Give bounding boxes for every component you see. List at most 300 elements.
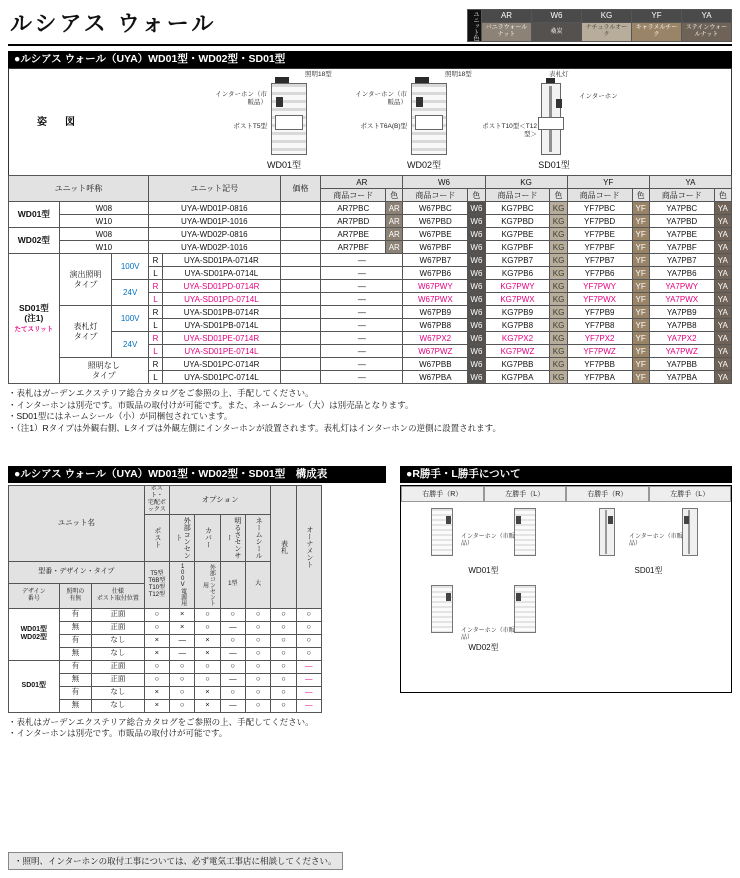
product-table-cell: YF7PB8: [567, 319, 632, 332]
sd01-pillar-illustration: [541, 83, 561, 155]
note-line: ・インターホンは別売です。市販品の取付けが可能です。: [8, 728, 228, 739]
product-table-cell: —: [321, 254, 403, 267]
pillar-icon: [431, 585, 453, 633]
product-table-cell: KG7PX2: [485, 332, 550, 345]
product-table-cell: 商品コード: [403, 189, 468, 202]
composition-table-cell: 有: [59, 660, 91, 673]
product-table-row: [9, 241, 732, 254]
composition-table-cell: ○: [195, 621, 220, 634]
product-table-cell: 商品コード: [485, 189, 550, 202]
color-cell-KG: KG: [550, 215, 567, 228]
product-table-cell: AR7PBC: [321, 202, 386, 215]
composition-table-cell: —: [296, 699, 321, 712]
composition-table-cell: ○: [271, 686, 296, 699]
composition-table-cell: —: [220, 647, 245, 660]
product-table-cell: 色: [714, 189, 731, 202]
color-cell-YF: YF: [632, 280, 649, 293]
color-cell-YF: YF: [632, 332, 649, 345]
composition-table-cell: ○: [170, 686, 195, 699]
product-table-cell: AR7PBE: [321, 228, 386, 241]
pillar-icon: [599, 508, 615, 556]
product-table-cell: UYA-WD02P-1016: [148, 241, 280, 254]
color-cell-KG: KG: [550, 358, 567, 371]
product-table-cell: W67PBF: [403, 241, 468, 254]
composition-table-cell: ○: [245, 660, 270, 673]
product-table-cell: R: [148, 306, 162, 319]
product-table-cell: ユニット呼称: [9, 176, 149, 202]
product-table-cell: W67PBB: [403, 358, 468, 371]
rl-grid: [401, 486, 731, 656]
color-cell-KG: KG: [550, 371, 567, 384]
composition-table-cell: ×: [144, 686, 169, 699]
product-table-cell: KG7PB8: [485, 319, 550, 332]
rl-callout-intercom: インターホン（市販品）: [461, 628, 515, 642]
color-cell-YA: YA: [714, 358, 731, 371]
composition-table-cell: ○: [271, 621, 296, 634]
product-table-cell: UYA-WD01P-0816: [148, 202, 280, 215]
product-table-cell: UYA-SD01PC-0714R: [163, 358, 281, 371]
composition-table-cell: ○: [296, 647, 321, 660]
product-table-cell: [280, 254, 321, 267]
product-table-cell: 演出照明 タイプ: [59, 254, 112, 306]
color-cell-YF: YF: [632, 358, 649, 371]
color-swatch-grid: [481, 10, 731, 41]
product-table-cell: WD02型: [9, 228, 60, 254]
composition-table-cell: 有: [59, 634, 91, 647]
composition-table-cell: 無: [59, 621, 91, 634]
composition-table-cell: ○: [195, 608, 220, 621]
composition-table-cell: ×: [144, 634, 169, 647]
color-cell-W6: W6: [468, 241, 485, 254]
note-line: ・SD01型にはネームシール（小）が同梱包されています。: [8, 411, 233, 422]
page-title: ルシアス ウォール: [10, 11, 217, 36]
composition-table-cell: ○: [220, 634, 245, 647]
composition-table-cell: 100V電源用: [170, 561, 195, 608]
composition-table-cell: ×: [170, 608, 195, 621]
unit-color-label: ユニット色: [468, 10, 481, 41]
composition-table-cell: ○: [271, 634, 296, 647]
intercom-icon: [516, 516, 521, 524]
product-table-cell: [280, 267, 321, 280]
product-table-cell: YF7PBE: [567, 228, 632, 241]
product-table-cell: 100V: [112, 306, 149, 332]
slit-note: たてスリット: [14, 325, 54, 333]
composition-table-cell: —: [220, 621, 245, 634]
rl-col-header: 左勝手（L）: [484, 486, 567, 502]
rl-panel: [400, 485, 732, 693]
rl-section-header: ●R勝手・L勝手について: [400, 466, 732, 483]
product-table-cell: W67PX2: [403, 332, 468, 345]
product-table-cell: W67PWY: [403, 280, 468, 293]
appearance-figure: [8, 68, 732, 175]
product-table-cell: W08: [59, 202, 148, 215]
note-line: ・（注1）Rタイプは外観右側、Lタイプは外観左側にインターホンが設置されます。表札灯はインターホンの逆側に設置されます。: [8, 422, 501, 433]
composition-table-cell: —: [220, 699, 245, 712]
color-cell-AR: AR: [386, 241, 403, 254]
product-table-cell: 色: [550, 189, 567, 202]
product-table-cell: UYA-SD01PA-0714R: [163, 254, 281, 267]
rl-col-header: 右勝手（R）: [566, 486, 649, 502]
product-table-cell: YA7PBD: [649, 215, 714, 228]
product-table-row: [9, 254, 732, 267]
color-cell-YA: YA: [714, 254, 731, 267]
product-table-cell: YA7PBC: [649, 202, 714, 215]
composition-table-cell: ○: [271, 673, 296, 686]
rl-column: [400, 466, 732, 740]
composition-table-cell: ○: [296, 634, 321, 647]
product-table-cell: W67PB6: [403, 267, 468, 280]
color-swatch-YF: [631, 10, 681, 41]
color-code: KG: [582, 10, 631, 23]
rl-col-header: 左勝手（L）: [649, 486, 732, 502]
intercom-icon: [276, 97, 283, 107]
color-code: YA: [682, 10, 731, 23]
color-cell-KG: KG: [550, 306, 567, 319]
product-table-cell: KG7PB7: [485, 254, 550, 267]
product-table-cell: W67PBA: [403, 371, 468, 384]
section2-header: ●ルシアス ウォール（UYA）WD01型・WD02型・SD01型 構成表: [8, 466, 386, 483]
product-table-cell: UYA-SD01PB-0714R: [163, 306, 281, 319]
color-cell-YA: YA: [714, 371, 731, 384]
color-cell-YA: YA: [714, 332, 731, 345]
product-table-cell: UYA-SD01PB-0714L: [163, 319, 281, 332]
color-cell-W6: W6: [468, 228, 485, 241]
composition-table-cell: 大: [245, 561, 270, 608]
intercom-icon: [516, 593, 521, 601]
product-table-cell: [280, 371, 321, 384]
lamp-icon: [546, 78, 555, 83]
color-cell-YF: YF: [632, 371, 649, 384]
product-table-cell: KG: [485, 176, 567, 189]
product-table-cell: 24V: [112, 280, 149, 306]
composition-table-cell: ○: [296, 621, 321, 634]
post-icon: [415, 115, 443, 130]
figure-wd01: [209, 71, 359, 173]
product-table-cell: YF7PBA: [567, 371, 632, 384]
product-table-cell: 色: [632, 189, 649, 202]
composition-table-cell: ×: [195, 634, 220, 647]
product-table-cell: YA7PWX: [649, 293, 714, 306]
product-table-cell: 商品コード: [567, 189, 632, 202]
color-cell-YF: YF: [632, 228, 649, 241]
composition-table-cell: ○: [271, 608, 296, 621]
rl-empty-cell: [566, 579, 731, 641]
figure-label: 姿 図: [37, 117, 79, 129]
product-table-cell: —: [321, 267, 403, 280]
product-table-cell: AR7PBF: [321, 241, 386, 254]
color-cell-YA: YA: [714, 306, 731, 319]
product-table-cell: —: [321, 371, 403, 384]
product-table-cell: KG7PB9: [485, 306, 550, 319]
composition-table-cell: ○: [245, 699, 270, 712]
product-table-cell: [280, 241, 321, 254]
product-table-cell: [280, 306, 321, 319]
composition-table-cell: T5型 T6B型 T10型 T12型: [144, 561, 169, 608]
color-swatch-KG: [581, 10, 631, 41]
product-table-cell: W10: [59, 241, 148, 254]
product-table-cell: KG7PWZ: [485, 345, 550, 358]
color-cell-W6: W6: [468, 332, 485, 345]
composition-table-cell: ○: [245, 621, 270, 634]
rl-col-header: 右勝手（R）: [401, 486, 484, 502]
color-cell-KG: KG: [550, 241, 567, 254]
lamp-icon: [415, 77, 429, 83]
composition-table-cell: ○: [296, 608, 321, 621]
product-table-cell: YA7PWZ: [649, 345, 714, 358]
color-cell-W6: W6: [468, 202, 485, 215]
product-table-cell: YF7PB7: [567, 254, 632, 267]
product-table-cell: [280, 293, 321, 306]
rl-callout-intercom: インターホン（市販品）: [629, 534, 683, 548]
product-table-row: [9, 306, 732, 319]
composition-table-cell: ○: [245, 647, 270, 660]
composition-table-cell: ×: [195, 647, 220, 660]
composition-table-cell: ×: [195, 686, 220, 699]
product-table-row: [9, 228, 732, 241]
composition-table-cell: ○: [245, 686, 270, 699]
composition-table-cell: ○: [144, 608, 169, 621]
electrical-work-notice: ・照明、インターホンの取付工事については、必ず電気工事店に相談してください。: [8, 852, 343, 870]
callout-intercom: インターホン: [579, 93, 618, 101]
composition-table-cell: 外部コンセント用: [195, 561, 220, 608]
composition-table-cell: 有: [59, 686, 91, 699]
product-table-cell: L: [148, 319, 162, 332]
composition-table-cell: オプション: [170, 486, 271, 515]
product-table-cell: YA7PB9: [649, 306, 714, 319]
intercom-icon: [684, 516, 689, 524]
callout-post: ポストT10型＜T12型＞: [482, 123, 537, 138]
rl-caption-sd01: SD01型: [634, 566, 663, 576]
color-cell-KG: KG: [550, 319, 567, 332]
post-icon: [275, 115, 303, 130]
product-table-cell: YA7PBA: [649, 371, 714, 384]
composition-table-cell: WD01型 WD02型: [9, 608, 60, 660]
post-icon: [538, 117, 564, 130]
composition-table-cell: —: [296, 673, 321, 686]
product-table-cell: W67PBE: [403, 228, 468, 241]
product-table-cell: 24V: [112, 332, 149, 358]
product-table-cell: 色: [468, 189, 485, 202]
composition-table-cell: ○: [245, 673, 270, 686]
composition-table-cell: ユニット名: [9, 486, 145, 562]
color-cell-AR: AR: [386, 202, 403, 215]
intercom-icon: [416, 97, 423, 107]
composition-table-cell: 正面: [92, 608, 145, 621]
composition-table-cell: SD01型: [9, 660, 60, 712]
figure-wd02: [349, 71, 499, 173]
color-cell-W6: W6: [468, 371, 485, 384]
product-table-row: [9, 332, 732, 345]
rl-caption-wd02: WD02型: [468, 643, 499, 653]
product-table-cell: 価格: [280, 176, 321, 202]
composition-table-cell: 表札: [271, 486, 296, 609]
product-table-cell: —: [321, 332, 403, 345]
product-table-cell: YA7PB6: [649, 267, 714, 280]
product-table-cell: YF7PBF: [567, 241, 632, 254]
color-cell-KG: KG: [550, 202, 567, 215]
product-table-cell: W10: [59, 215, 148, 228]
product-table-cell: W67PB7: [403, 254, 468, 267]
product-table-cell: 表札灯 タイプ: [59, 306, 112, 358]
composition-table-cell: ネームシール: [245, 514, 270, 561]
product-table-cell: YF7PBC: [567, 202, 632, 215]
composition-table-cell: ○: [144, 660, 169, 673]
color-cell-YA: YA: [714, 293, 731, 306]
composition-table-cell: 無: [59, 647, 91, 660]
composition-table-cell: ○: [220, 686, 245, 699]
pillar-icon: [682, 508, 698, 556]
composition-table-cell: 照明の 有無: [59, 583, 91, 608]
color-cell-AR: AR: [386, 215, 403, 228]
product-table-cell: 色: [386, 189, 403, 202]
composition-table-cell: なし: [92, 647, 145, 660]
product-table-cell: 100V: [112, 254, 149, 280]
color-cell-W6: W6: [468, 319, 485, 332]
callout-light18: 照明18型: [445, 71, 472, 79]
product-table-row: [9, 176, 732, 189]
product-table-cell: R: [148, 254, 162, 267]
product-table-cell: W08: [59, 228, 148, 241]
composition-table-cell: なし: [92, 634, 145, 647]
title-rule: [8, 44, 732, 46]
composition-table-cell: ×: [144, 647, 169, 660]
wd02-pillar-illustration: [411, 83, 447, 155]
color-name: ナチュラルオーク: [582, 23, 631, 41]
intercom-icon: [446, 516, 451, 524]
product-table-cell: UYA-SD01PC-0714L: [163, 371, 281, 384]
color-name: 桑炭: [532, 23, 581, 41]
composition-table-cell: ○: [170, 699, 195, 712]
product-table-cell: —: [321, 293, 403, 306]
composition-table: [8, 485, 322, 713]
product-table-cell: YA7PBF: [649, 241, 714, 254]
color-cell-YA: YA: [714, 280, 731, 293]
product-table-cell: KG7PB6: [485, 267, 550, 280]
product-table-cell: YA: [649, 176, 731, 189]
product-table-cell: YF7PB9: [567, 306, 632, 319]
composition-table-cell: ×: [144, 699, 169, 712]
composition-table-cell: なし: [92, 699, 145, 712]
product-table-cell: [280, 228, 321, 241]
product-table-cell: WD01型: [9, 202, 60, 228]
composition-table-cell: ○: [245, 634, 270, 647]
callout-intercom: インターホン（市販品）: [355, 91, 407, 106]
composition-table-cell: ×: [170, 621, 195, 634]
color-cell-YF: YF: [632, 202, 649, 215]
color-cell-KG: KG: [550, 254, 567, 267]
pillar-icon: [514, 508, 536, 556]
product-table-cell: 商品コード: [649, 189, 714, 202]
color-cell-YA: YA: [714, 267, 731, 280]
product-table-cell: AR: [321, 176, 403, 189]
color-cell-YA: YA: [714, 215, 731, 228]
color-cell-YA: YA: [714, 228, 731, 241]
product-table-cell: KG7PWX: [485, 293, 550, 306]
composition-table-cell: 有: [59, 608, 91, 621]
color-cell-W6: W6: [468, 345, 485, 358]
product-table-cell: UYA-SD01PD-0714L: [163, 293, 281, 306]
wd01-pillar-illustration: [271, 83, 307, 155]
section1-header: ●ルシアス ウォール（UYA）WD01型・WD02型・SD01型: [8, 51, 732, 68]
product-table-cell: [280, 215, 321, 228]
callout-nameplate-light: 表札灯: [549, 71, 569, 79]
product-table-cell: W67PBD: [403, 215, 468, 228]
composition-table-cell: オーナメント: [296, 486, 321, 609]
product-table-row: [9, 280, 732, 293]
product-table-row: [9, 202, 732, 215]
color-cell-YA: YA: [714, 202, 731, 215]
lower-section: [8, 466, 732, 740]
color-cell-KG: KG: [550, 293, 567, 306]
composition-table-cell: 1型: [220, 561, 245, 608]
color-cell-W6: W6: [468, 280, 485, 293]
product-table-cell: YA7PBE: [649, 228, 714, 241]
color-cell-W6: W6: [468, 306, 485, 319]
composition-table-cell: ○: [195, 673, 220, 686]
callout-light18: 照明18型: [305, 71, 332, 79]
composition-table-cell: 明るさセンサー: [220, 514, 245, 561]
color-cell-YF: YF: [632, 254, 649, 267]
product-table-cell: 商品コード: [321, 189, 386, 202]
notes-block-2: [8, 717, 386, 740]
intercom-icon: [608, 516, 613, 524]
product-table-cell: KG7PBB: [485, 358, 550, 371]
product-table-cell: W67PB9: [403, 306, 468, 319]
product-table-cell: YF: [567, 176, 649, 189]
color-name: キャラメルチーク: [632, 23, 681, 41]
product-table-cell: UYA-SD01PE-0714L: [163, 345, 281, 358]
product-table-cell: —: [321, 280, 403, 293]
figure-caption: WD02型: [406, 160, 441, 171]
note-line: ・インターホンは別売です。市販品の取付けが可能です。また、ネームシール（大）は別売品となります。: [8, 399, 414, 410]
product-table-cell: —: [321, 306, 403, 319]
color-cell-KG: KG: [550, 332, 567, 345]
composition-table-cell: ポスト・ 宅配ボックス: [144, 486, 169, 515]
product-table-cell: R: [148, 358, 162, 371]
product-table-cell: SD01型 (注1) たてスリット: [9, 254, 60, 384]
product-table-cell: UYA-SD01PD-0714R: [163, 280, 281, 293]
color-code: W6: [532, 10, 581, 23]
product-table-cell: YA7PBB: [649, 358, 714, 371]
composition-table-cell: ×: [195, 699, 220, 712]
note-line: ・表札はガーデンエクステリア総合カタログをご参照の上、手配してください。: [8, 716, 314, 727]
composition-table-cell: ○: [195, 660, 220, 673]
color-cell-YF: YF: [632, 215, 649, 228]
product-table-cell: UYA-SD01PA-0714L: [163, 267, 281, 280]
composition-table-row: [9, 660, 322, 673]
product-table-cell: W67PBC: [403, 202, 468, 215]
page-header: [8, 7, 732, 41]
color-cell-YF: YF: [632, 345, 649, 358]
color-cell-W6: W6: [468, 254, 485, 267]
product-table-cell: L: [148, 345, 162, 358]
figure-sd01: [479, 71, 629, 173]
product-table-cell: YA7PWY: [649, 280, 714, 293]
product-table-cell: [280, 332, 321, 345]
product-table-cell: YA7PB8: [649, 319, 714, 332]
color-cell-KG: KG: [550, 345, 567, 358]
product-table-cell: KG7PBF: [485, 241, 550, 254]
figure-caption: WD01型: [266, 160, 301, 171]
color-swatch-W6: [531, 10, 581, 41]
composition-table-cell: ○: [271, 647, 296, 660]
product-table-cell: KG7PBA: [485, 371, 550, 384]
product-table-cell: YA7PX2: [649, 332, 714, 345]
composition-table-cell: 正面: [92, 660, 145, 673]
color-code: YF: [632, 10, 681, 23]
product-table-cell: [280, 280, 321, 293]
product-table-cell: AR7PBD: [321, 215, 386, 228]
